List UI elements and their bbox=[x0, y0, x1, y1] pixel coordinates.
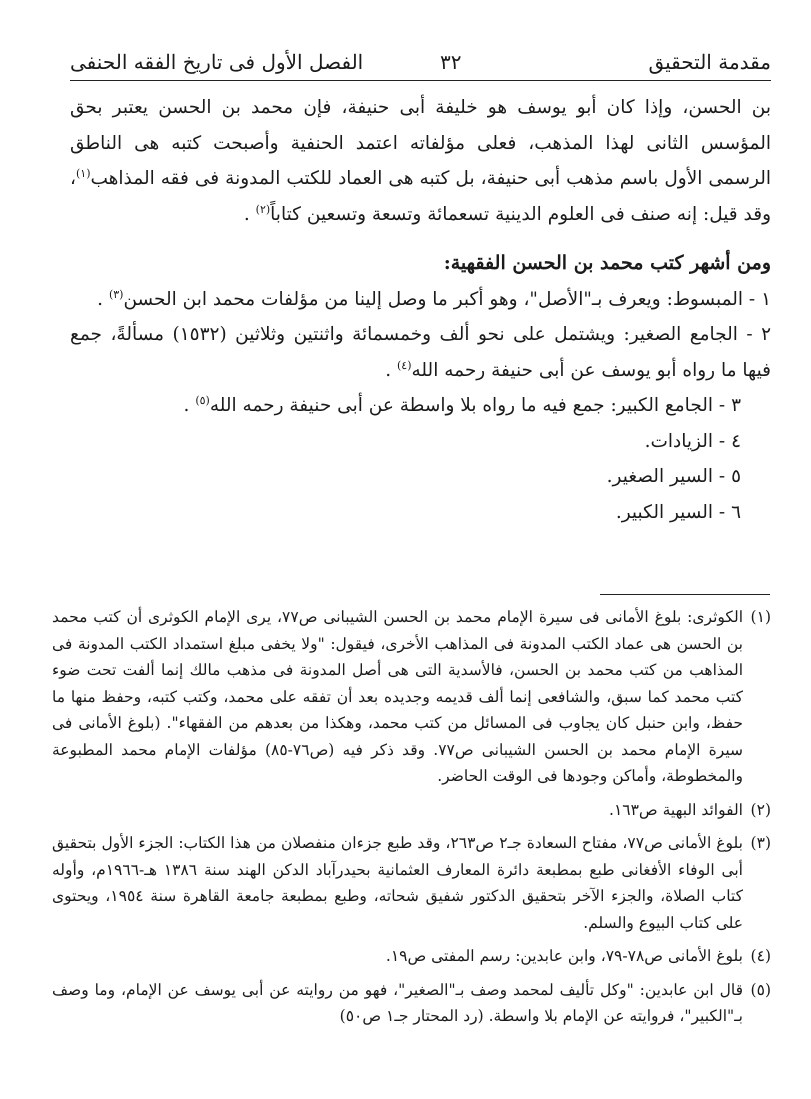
footnote-ref: (٥) bbox=[195, 393, 210, 407]
footnote-text: بلوغ الأمانى ص٧٧، مفتاح السعادة جـ٢ ص٢٦٣، وقد طبع جزءان منفصلان من هذا الكتاب: الجزء الأول بتحقيق أبى الوفاء الأفغانى طبع بمطبعة دائرة المعارف العثمانية بحيدرآباد الدكن الهند سنة ١٣٨٦ هـ-١٩٦٦م، وأوله كتاب الصلاة، والجزء الآخر بتحقيق الدكتور شفيق شحاته، وطبع بمطبعة جامعة القاهرة سنة ١٩٥٤، ويحتوى على كتاب البيوع والسلم. bbox=[52, 834, 743, 932]
footnote-text: قال ابن عابدين: "وكل تأليف لمحمد وصف بـ"الصغير"، فهو من روايته عن أبى يوسف عن الإمام، وما وصف بـ"الكبير"، فروايته عن الإمام بلا واسطة. (رد المحتار جـ١ ص٥٠) bbox=[52, 980, 743, 1025]
footnote-ref: (٢) bbox=[255, 202, 271, 216]
footnote-divider bbox=[600, 594, 770, 595]
footnote-number: (٤) bbox=[750, 947, 771, 965]
paragraph-end: . bbox=[243, 203, 250, 225]
list-item-end: . bbox=[97, 288, 104, 310]
list-item: ٤ - الزيادات. bbox=[644, 430, 741, 452]
section-heading: ومن أشهر كتب محمد بن الحسن الفقهية: bbox=[443, 252, 771, 274]
list-item bbox=[70, 388, 771, 424]
footnote-text: بلوغ الأمانى ص٧٨-٧٩، وابن عابدين: رسم المفتى ص١٩. bbox=[385, 947, 743, 965]
list-item: ٥ - السير الصغير. bbox=[606, 466, 741, 487]
list-item-end: . bbox=[385, 359, 392, 381]
header-section-title: مقدمة التحقيق bbox=[648, 50, 771, 74]
footnote bbox=[52, 604, 771, 790]
footnotes bbox=[52, 604, 771, 1037]
footnote-number: (٥) bbox=[750, 980, 771, 999]
footnote-ref: (٤) bbox=[397, 358, 412, 372]
footnote-text: الكوثرى: بلوغ الأمانى فى سيرة الإمام محمد بن الحسن الشيبانى ص٧٧، يرى الإمام الكوثرى أن كتب محمد بن الحسن هى عماد الكتب المدونة فى المذاهب الأخرى، فيقول: "ولا يخفى مبلغ استمداد الكتب المدونة فى المذاهب من كتب محمد بن الحسن، فالأسدية التى هى أصل المدونة فى مذهب مالك إنما ألفت تحت ضوء كتب محمد كما سبق، والشافعى إنما ألف قديمه وجديده بعد أن تفقه على محمد، وكتب كتبه، وحفظ منها ما حفظ، وابن حنبل كان يجاوب فى المسائل من كتب محمد، وهكذا من بعدهم من الفقهاء". (بلوغ الأمانى فى سيرة الإمام محمد بن الحسن الشيبانى ص٧٧. وقد ذكر فيه (ص٧٦-٨٥) مؤلفات الإمام محمد المطبوعة والمخطوطة، وأماكن وجودها فى الوقت الحاضر. bbox=[52, 608, 743, 785]
list-item-text: ٢ - الجامع الصغير: ويشتمل على نحو ألف وخمسمائة واثنتين وثلاثين (١٥٣٢) مسألةً، جمع فيها ما رواه أبو يوسف عن أبى حنيفة رحمه الله bbox=[70, 324, 771, 381]
paragraph-text: ، وقد قيل: إنه صنف فى العلوم الدينية تسعمائة وتسعة وتسعين كتاباً bbox=[70, 168, 771, 225]
intro-paragraph bbox=[70, 90, 771, 232]
list-item: ٦ - السير الكبير. bbox=[615, 501, 741, 523]
list-item bbox=[70, 317, 771, 388]
footnote-number: (٣) bbox=[750, 834, 771, 852]
footnote bbox=[52, 830, 771, 936]
list-item-text: ٣ - الجامع الكبير: جمع فيه ما رواه بلا واسطة عن أبى حنيفة رحمه الله bbox=[209, 395, 741, 416]
page-number: ٣٢ bbox=[440, 50, 462, 74]
footnote-ref: (٣) bbox=[108, 287, 124, 301]
footnote-text: الفوائد البهية ص١٦٣. bbox=[609, 800, 743, 819]
footnote bbox=[52, 797, 771, 824]
list-item-end: . bbox=[183, 395, 190, 416]
footnote bbox=[52, 977, 771, 1030]
list-item-text: ١ - المبسوط: ويعرف بـ"الأصل"، وهو أكبر ما وصل إلينا من مؤلفات محمد ابن الحسن bbox=[123, 288, 771, 310]
footnote-number: (١) bbox=[750, 608, 771, 626]
running-header bbox=[70, 46, 771, 81]
footnote bbox=[52, 943, 771, 970]
list-item bbox=[70, 282, 771, 318]
footnote-number: (٢) bbox=[750, 800, 771, 819]
header-chapter-title: الفصل الأول فى تاريخ الفقه الحنفى bbox=[70, 50, 364, 74]
footnote-ref: (١) bbox=[75, 166, 91, 180]
paragraph-text: بن الحسن، وإذا كان أبو يوسف هو خليفة أبى حنيفة، فإن محمد بن الحسن يعتبر بحق المؤسس الثانى لهذا المذهب، فعلى مؤلفاته اعتمد الحنفية وأصبحت كتبه هى الناطق الرسمى الأول باسم مذهب أبى حنيفة، بل كتبه هى العماد للكتب المدونة فى فقه المذاهب bbox=[70, 97, 771, 189]
main-text bbox=[70, 90, 771, 530]
